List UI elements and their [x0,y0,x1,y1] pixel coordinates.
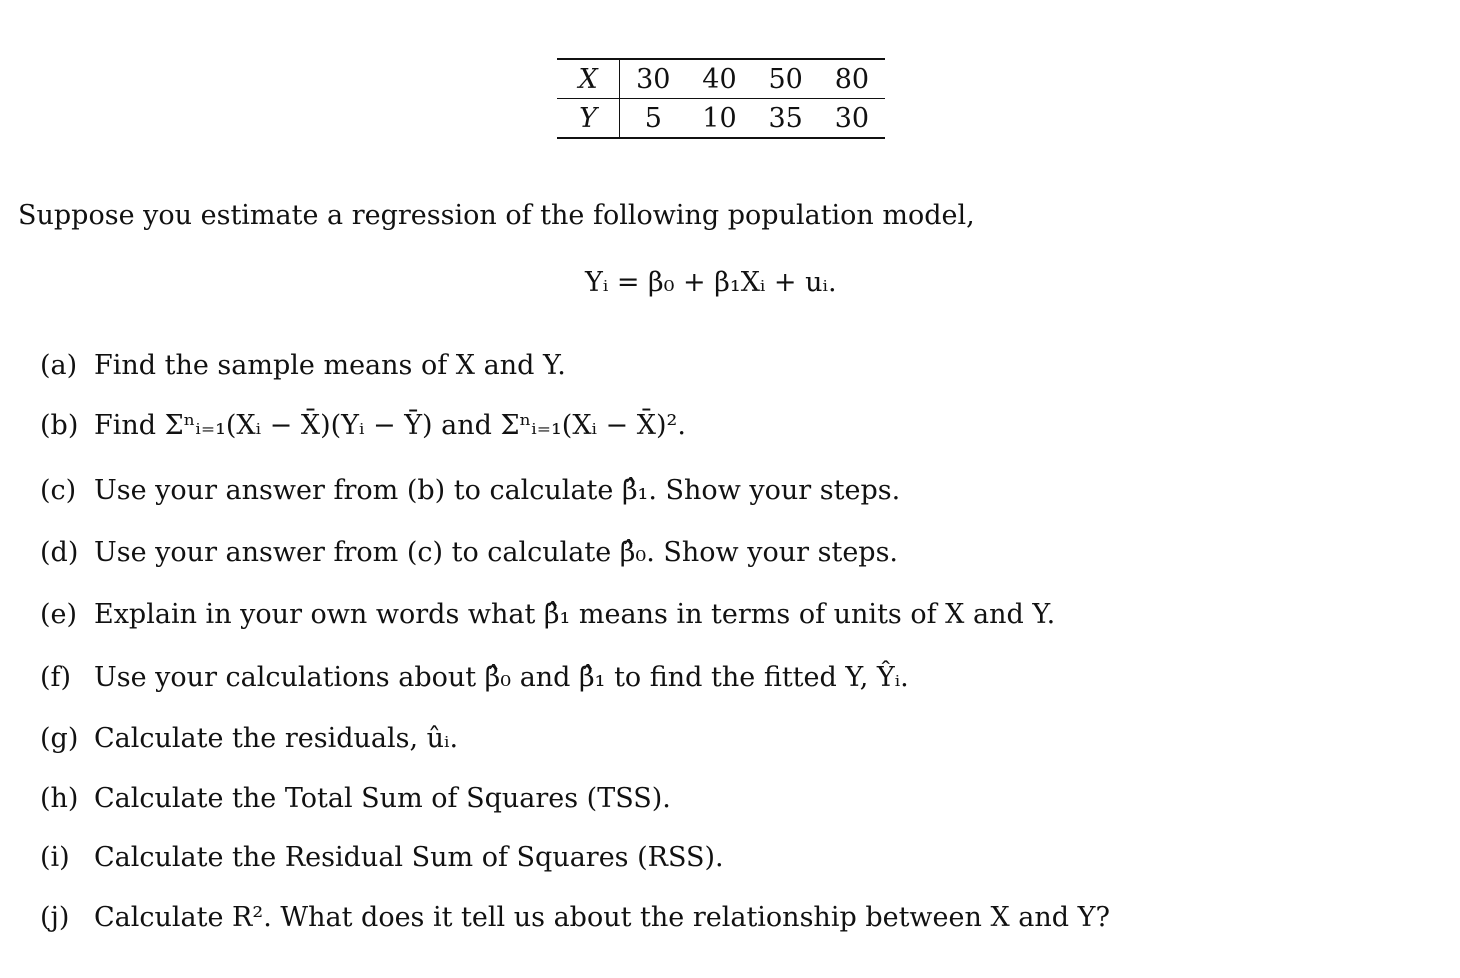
table-cell: 80 [819,59,885,99]
question-label: (e) [40,599,78,630]
question-text: Use your answer from (c) to calculate β̂₀. Show your steps. [94,537,899,568]
question-text: Find Σⁿᵢ₌₁(Xᵢ − X̄)(Yᵢ − Ȳ) and Σⁿᵢ₌₁(Xᵢ − X̄)². [94,410,686,441]
table-cell: 5 [644,102,662,134]
table-row-label: Y [557,99,620,139]
model-equation: Yᵢ = β₀ + β₁Xᵢ + uᵢ. [585,267,837,298]
table-cell: 30 [834,102,870,134]
table-cell: 50 [753,59,819,99]
table-cell: 40 [686,59,752,99]
question-text: Use your calculations about β̂₀ and β̂₁ to find the fitted Y, Ŷᵢ. [94,662,909,693]
question-label: (j) [40,902,70,933]
question-label: (h) [40,783,79,814]
table-cell: 35 [768,102,803,134]
question-label: (a) [40,350,78,381]
question-label: (i) [40,842,70,873]
table-row-y [557,99,885,139]
data-table [557,58,885,139]
question-label: (g) [40,723,79,754]
question-text: Calculate the Residual Sum of Squares (RSS). [94,842,724,873]
question-text: Explain in your own words what β̂₁ means in terms of units of X and Y. [94,599,1056,630]
question-text: Calculate R². What does it tell us about the relationship between X and Y? [94,902,1110,933]
question-label: (f) [40,662,72,693]
table-row-x [557,59,885,99]
table-cell: 10 [702,102,737,134]
intro-text: Suppose you estimate a regression of the following population model, [18,200,975,231]
table-row-label: X [557,59,620,99]
question-text: Calculate the residuals, ûᵢ. [94,723,459,754]
question-label: (b) [40,410,79,441]
question-text: Find the sample means of X and Y. [94,350,566,381]
question-label: (d) [40,537,79,568]
table-cell: 30 [620,59,687,99]
question-text: Use your answer from (b) to calculate β̂₁. Show your steps. [94,475,901,506]
question-text: Calculate the Total Sum of Squares (TSS). [94,783,671,814]
question-label: (c) [40,475,77,506]
